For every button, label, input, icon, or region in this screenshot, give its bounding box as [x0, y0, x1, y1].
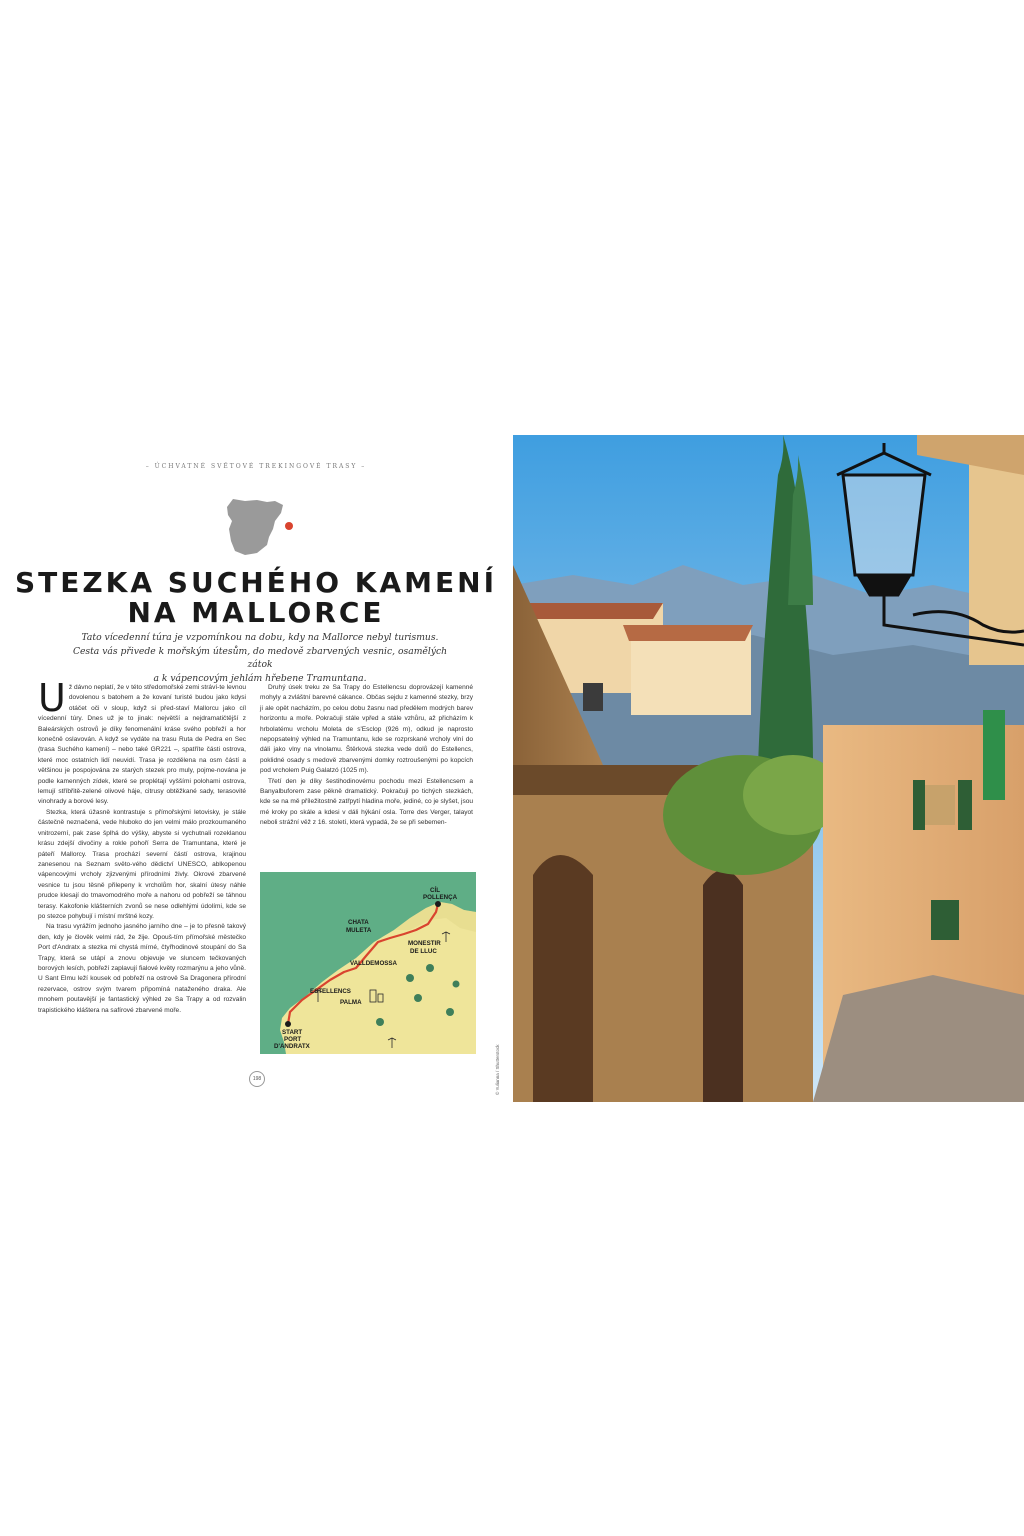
title-line-2: NA MALLORCE	[127, 596, 385, 629]
paragraph-text: ž dávno neplatí, že v této středomořské zemi stráví-te levnou dovolenou s batohem a že kovaní turisté budou jako kdysi otáčet oči v sloup, když si před-staví Mallorcu jako cíl vícedenní túry. Dnes už je to jinak: největší a nejdramatičtější z Baleárských ostrovů je díky fenomenální kráse svého pobřeží a hor konečně oslavován. A když se vydáte na trasu Ruta de Pedra en Sec (trasa Suchého kamení) – nebo také GR221 –, spatříte části ostrova, které moc ostatních lidí neuvidí. Trasa je rozdělena na osm částí a většinou je pospojována ze starých stezek pro muly, pojme-nována je podle kamenných zídek, které se proplétají vyššími polohami ostrova, lemují stříbřitě-zelené olivové háje, citrusy obtěžkané sady, terasovité vinohrady a borové lesy.	[38, 684, 246, 806]
map-label-cil: CÍL	[430, 887, 440, 894]
map-label-start: START	[282, 1029, 303, 1036]
map-label-pollenca: POLLENÇA	[423, 894, 458, 901]
map-label-chata: CHATA	[348, 919, 369, 926]
map-label-de-lluc: DE LLUC	[410, 948, 437, 955]
map-label-muleta: MULETA	[346, 927, 372, 934]
body-paragraph: Na trasu vyrážím jednoho jasného jarního dne – je to přesně takový den, kdy je člověk velmi rád, že žije. Opouš-tím přímořské městečko Port d'Andratx a stezka mi chystá mírné, čtyřhodinové stoupání do Sa Trapy, která se utápí a znovu objevuje ve sluncem tečkovaných borových lesích, pobřeží zaplavují fialové květy rozmarýnu a jeho vůně. U Sant Elmu leží kousek od pobřeží na ostrově Sa Dragonera přírodní rezervace, ostrov svým tvarem připomíná nataženého draka. Ale mnohem poutavější je fantastický výhled ze Sa Trapy a od rozvalin trapistického kláštera na safírové zbarvené moře.	[38, 923, 246, 1014]
lead-line-3: a k vápencovým jehlám hřebene Tramuntana.	[153, 672, 367, 684]
article-title	[0, 568, 512, 628]
page-number: 198	[249, 1071, 265, 1087]
lead-line-1: Tato vícedenní túra je vzpomínkou na dobu, kdy na Mallorce nebyl turismus.	[81, 632, 439, 643]
body-paragraph: Druhý úsek treku ze Sa Trapy do Estellencsu doprovázejí kamenné mohyly a zvláštní barevné cákance. Občas sejdu z kamenné stezky, brzy ji ale opět nacházím, po celou dobu žasnu nad předělem modrých barev horizontu a moře. Pokračuji stále vpřed a stále vzhůru, až přicházím k hrbolatému vrcholu Moleta de s'Esclop (926 m), odkud je naprosto nepopsatelný výhled na Tramuntanu, kde se rozprskané vrcholy vlní do dáli jako vlny na vlnolamu. Štěrková stezka vede dolů do Estellencs, poklidné osady s medově zbarvenými domky roztroušenými po kopcích pod vrcholem Puig Galatzó (1025 m).	[260, 684, 473, 775]
map-label-dandratx: D'ANDRATX	[274, 1043, 310, 1050]
left-page	[0, 435, 512, 1102]
street-photo	[513, 435, 1024, 1102]
map-label-monestir: MONESTIR	[408, 940, 441, 947]
map-label-port: PORT	[284, 1036, 302, 1043]
start-point-icon	[285, 1021, 291, 1027]
series-kicker: – ÚCHVATNÉ SVĚTOVÉ TREKINGOVÉ TRASY –	[145, 463, 367, 470]
map-label-estellencs: ESTELLENCS	[310, 988, 351, 995]
finish-point-icon	[435, 901, 441, 907]
body-paragraph: Třetí den je díky šestihodinovému pochodu mezi Estellencsem a Banyalbuforem zase pěkně dramatický. Pokračuji po tichých stezkách, kde se na mě příležitostně zatřpytí hladina moře, jediné, co je slyšet, jsou mé kroky po skále a kdesi v dáli hýkání osla. Torre des Verger, talayot neboli strážní věž z 16. století, která vypadá, že se při sebemen-	[260, 777, 473, 827]
mallorca-alley-illustration	[513, 435, 1024, 1102]
body-paragraph: Stezka, která úžasně kontrastuje s přímořskými letovisky, je stále částečně neznačená, vede hluboko do jen velmi málo prozkoumaného vnitrozemí, pak zase šplhá do výšky, abyste si vychutnali rozeklanou krásu zdejší divočiny a rokle pohoří Serra de Tramuntana, které je páteří Mallorcy. Trasa prochází severní částí ostrova, krajinou zanesenou na Seznam světo-vého dědictví UNESCO, ablkopenou vápencovými vrcholy zjizvenými přírodními živly. Okrové zbarvené vesnice tu jsou těsně přilepeny k vrcholům hor, skalní útesy náhle prudce klesají do tmavomodrého moře a nahoru od pobřeží se táhnou terasy. Kakofonie klášterních zvonů se nese odlehlými údolími, kde se po stezce pohybují i místní mrštné kozy.	[38, 808, 246, 920]
title-line-1: STEZKA SUCHÉHO KAMENÍ	[14, 566, 497, 599]
drop-cap: U	[38, 676, 66, 720]
magazine-spread	[0, 435, 1024, 1102]
route-map	[260, 872, 476, 1054]
lead-line-2: Cesta vás přivede k mořským útesům, do medově zbarvených vesnic, osamělých zátok	[72, 645, 448, 670]
lead-paragraph	[60, 631, 460, 685]
spain-locator-map	[223, 493, 301, 563]
map-label-palma: PALMA	[340, 999, 362, 1006]
body-column-2	[260, 683, 473, 829]
body-column-1	[38, 676, 246, 1016]
photo-credit: © Yulianna / Shutterstock	[495, 1044, 500, 1095]
mallorca-marker-icon	[285, 522, 293, 530]
map-label-valldemossa: VALLDEMOSSA	[350, 960, 397, 967]
body-paragraph	[38, 676, 246, 808]
